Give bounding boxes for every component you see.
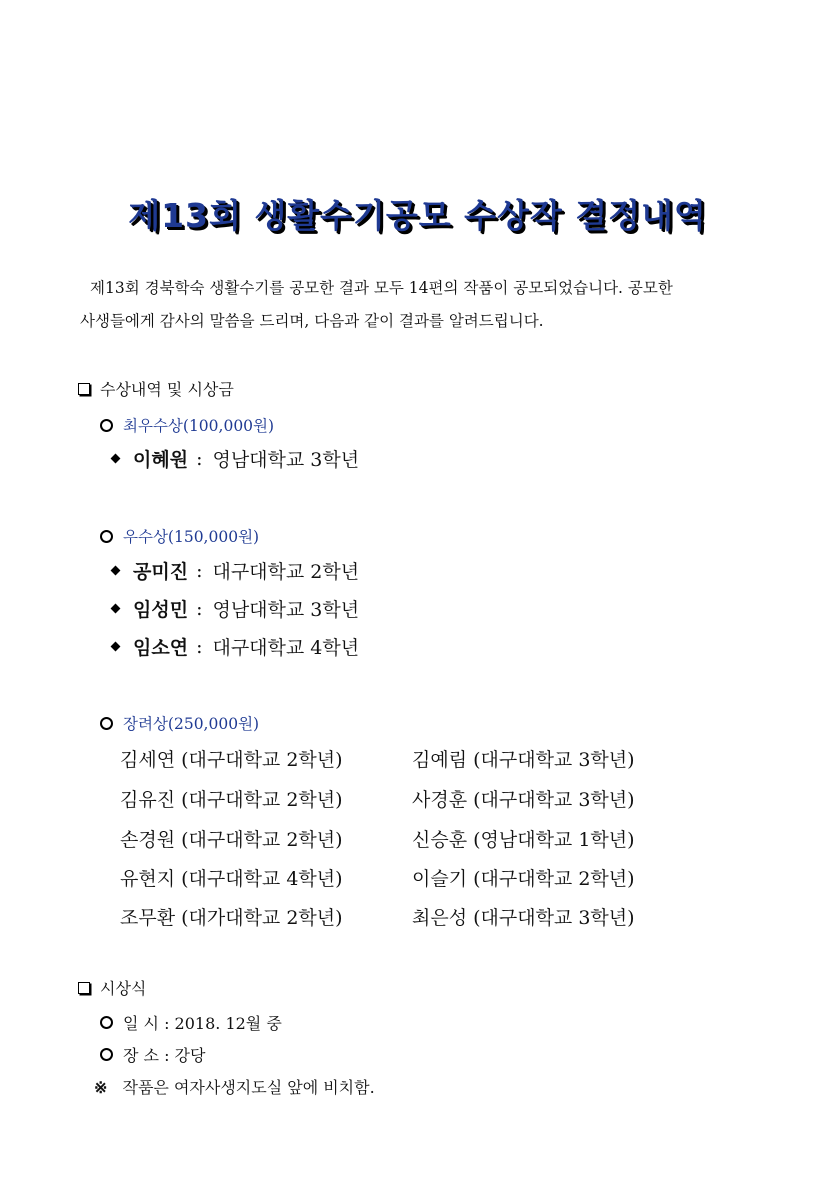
section-heading-text: 시상식	[100, 979, 147, 998]
honoree-right: 신승훈 (영남대학교 1학년)	[412, 829, 635, 851]
ceremony-note	[94, 1075, 375, 1098]
intro-paragraph	[80, 272, 760, 338]
honoree-left: 유현지 (대구대학교 4학년)	[120, 868, 343, 890]
winner-name: 이혜원	[133, 449, 189, 471]
ceremony-note-text: 작품은 여자사생지도실 앞에 비치함.	[122, 1078, 375, 1097]
circle-bullet-icon	[100, 530, 113, 543]
honoree-left: 김세연 (대구대학교 2학년)	[120, 749, 343, 771]
ceremony-place	[100, 1043, 205, 1066]
colon-separator: :	[196, 597, 203, 620]
diamond-bullet-icon	[111, 566, 121, 576]
checkbox-square-icon	[78, 982, 90, 994]
winner-school: 영남대학교 3학년	[212, 599, 360, 621]
winner-row	[112, 633, 359, 660]
section-ceremony-heading	[78, 976, 146, 999]
honoree-right: 김예림 (대구대학교 3학년)	[412, 749, 635, 771]
honoree-right: 최은성 (대구대학교 3학년)	[412, 907, 635, 929]
intro-line-1: 제13회 경북학숙 생활수기를 공모한 결과 모두 14편의 작품이 공모되었습니다. 공모한	[90, 279, 673, 297]
honoree-left: 김유진 (대구대학교 2학년)	[120, 789, 343, 811]
winner-name: 임성민	[133, 599, 189, 621]
honoree-left: 조무환 (대가대학교 2학년)	[120, 907, 343, 929]
winner-name: 공미진	[133, 561, 189, 583]
diamond-bullet-icon	[111, 454, 121, 464]
honoree-right: 이슬기 (대구대학교 2학년)	[412, 868, 635, 890]
circle-bullet-icon	[100, 419, 113, 432]
winner-school: 대구대학교 2학년	[212, 561, 360, 583]
winner-row	[112, 445, 359, 472]
award-top-label	[100, 414, 274, 436]
ceremony-date	[100, 1011, 282, 1034]
circle-bullet-icon	[100, 1048, 113, 1061]
ceremony-date-text: 일 시 : 2018. 12월 중	[123, 1014, 282, 1033]
winner-name: 임소연	[133, 637, 189, 659]
award-label-text: 장려상(250,000원)	[123, 715, 260, 733]
circle-bullet-icon	[100, 1016, 113, 1029]
colon-separator: :	[196, 635, 203, 658]
ceremony-place-text: 장 소 : 강당	[123, 1046, 206, 1065]
circle-bullet-icon	[100, 717, 113, 730]
award-label-text: 우수상(150,000원)	[123, 528, 260, 546]
diamond-bullet-icon	[111, 642, 121, 652]
award-excellence-label	[100, 525, 259, 547]
reference-mark-icon: ※	[94, 1078, 108, 1097]
diamond-bullet-icon	[111, 604, 121, 614]
winner-row	[112, 557, 359, 584]
section-heading-text: 수상내역 및 시상금	[100, 380, 234, 399]
award-encouragement-label	[100, 712, 259, 734]
colon-separator: :	[196, 559, 203, 582]
honoree-right: 사경훈 (대구대학교 3학년)	[412, 789, 635, 811]
winner-row	[112, 595, 359, 622]
page-title: 제13회 생활수기공모 수상작 결정내역	[128, 196, 707, 235]
winner-school: 영남대학교 3학년	[212, 449, 360, 471]
honoree-left: 손경원 (대구대학교 2학년)	[120, 829, 343, 851]
colon-separator: :	[196, 447, 203, 470]
section-awards-heading	[78, 377, 234, 400]
award-label-text: 최우수상(100,000원)	[123, 417, 275, 435]
winner-school: 대구대학교 4학년	[212, 637, 360, 659]
checkbox-square-icon	[78, 383, 90, 395]
intro-line-2: 사생들에게 감사의 말씀을 드리며, 다음과 같이 결과를 알려드립니다.	[80, 312, 544, 330]
